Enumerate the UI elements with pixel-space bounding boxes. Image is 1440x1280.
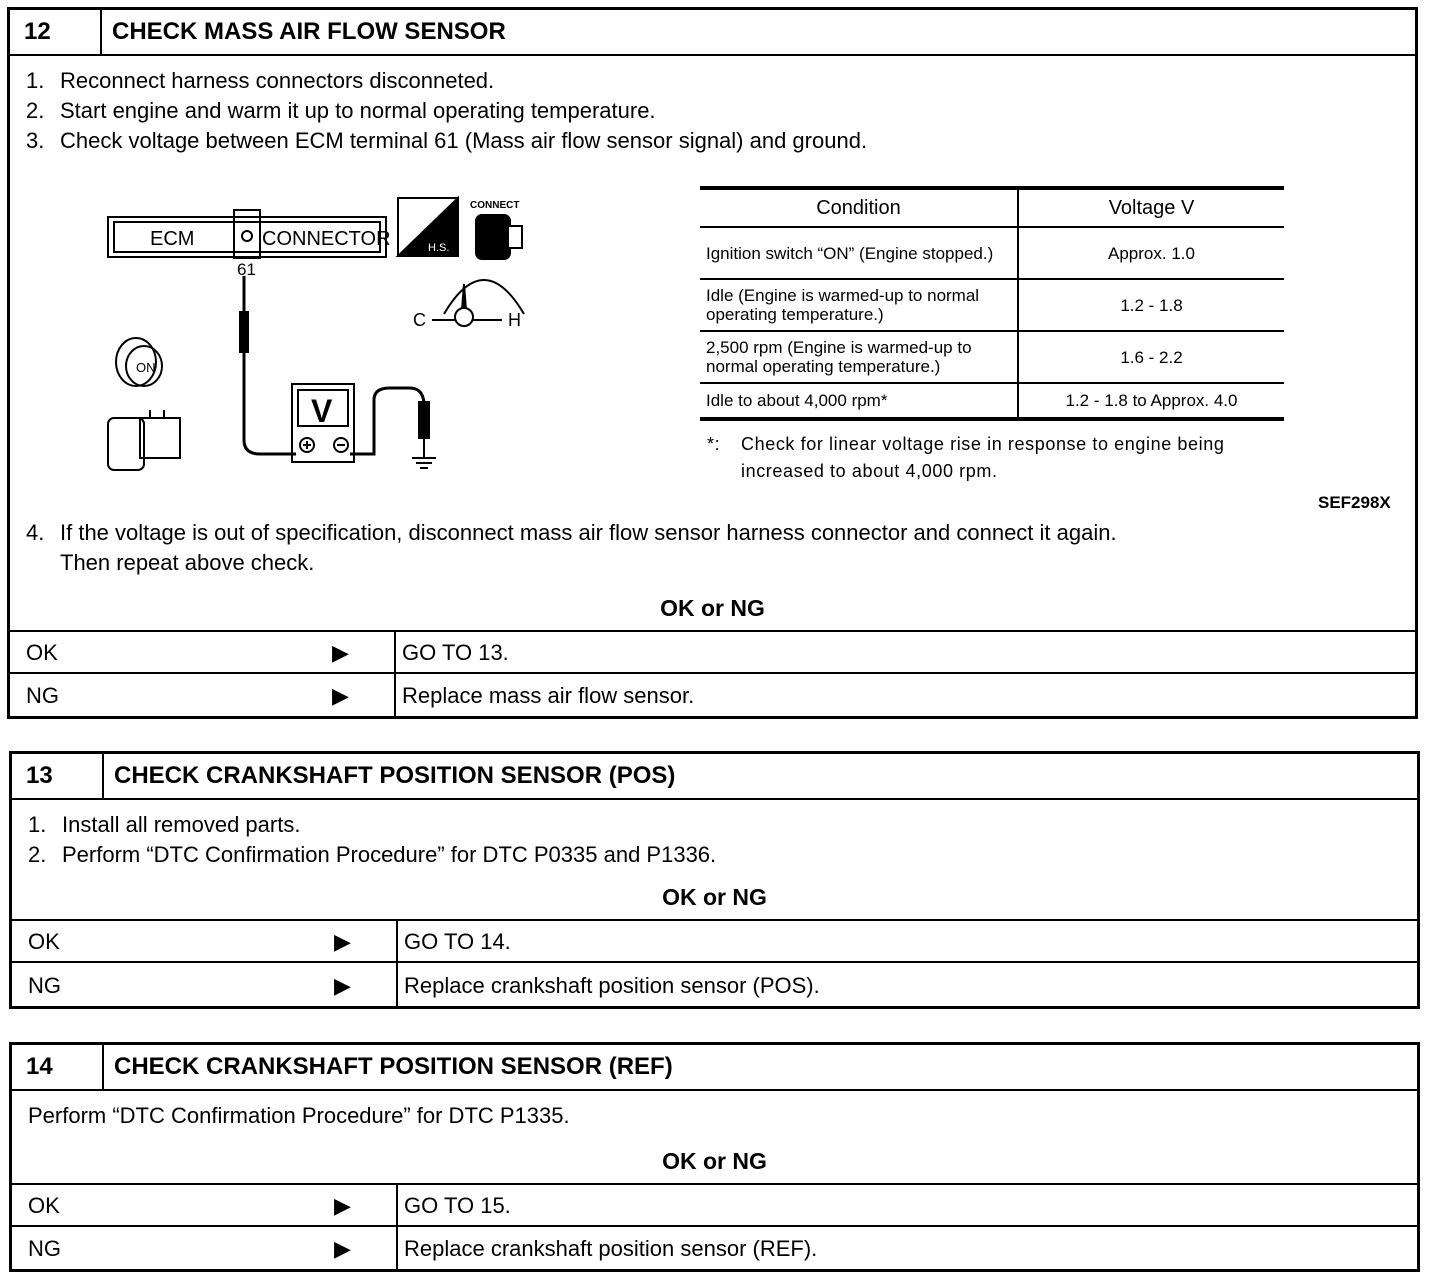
arrow-right-icon: ▶ bbox=[334, 1193, 351, 1218]
section-14 bbox=[9, 1042, 1420, 1272]
result-row-ng: NG ▶ Replace crankshaft position sensor (POS). bbox=[12, 961, 1417, 1008]
instruction-step: 1. Reconnect harness connectors disconneted. bbox=[26, 68, 495, 93]
section-header bbox=[12, 1045, 1417, 1091]
result-row-ng: NG ▶ Replace mass air flow sensor. bbox=[10, 672, 1415, 718]
arrow-right-icon: ▶ bbox=[332, 683, 349, 708]
step-title: CHECK CRANKSHAFT POSITION SENSOR (POS) bbox=[114, 762, 676, 789]
ecm-label: ECM bbox=[150, 228, 195, 250]
table-row: Idle (Engine is warmed-up to normal operating temperature.) 1.2 - 1.8 bbox=[700, 279, 1284, 331]
terminal-label: 61 bbox=[237, 260, 256, 279]
step-number: 12 bbox=[10, 10, 102, 54]
wiring-diagram bbox=[10, 10, 700, 500]
section-12 bbox=[7, 7, 1418, 719]
instruction-step: 2. Start engine and warm it up to normal operating temperature. bbox=[26, 98, 656, 123]
arrow-right-icon: ▶ bbox=[334, 972, 351, 998]
arrow-right-icon: ▶ bbox=[334, 1236, 351, 1261]
column-header: Voltage V bbox=[1018, 188, 1284, 227]
section-header bbox=[12, 754, 1417, 800]
step-number: 13 bbox=[12, 754, 104, 798]
result-row-ok: OK ▶ GO TO 14. bbox=[12, 919, 1417, 963]
table-row: Idle to about 4,000 rpm* 1.2 - 1.8 to Approx. 4.0 bbox=[700, 383, 1284, 419]
arrow-right-icon: ▶ bbox=[334, 929, 351, 954]
column-header: Condition bbox=[700, 188, 1018, 227]
instruction-step: 3. Check voltage between ECM terminal 61 (Mass air flow sensor signal) and ground. bbox=[26, 128, 868, 153]
table-footnote: *: Check for linear voltage rise in response to engine being increased to about 4,000 rpm. bbox=[707, 434, 1225, 481]
connect-label: CONNECT bbox=[470, 200, 520, 211]
ok-or-ng-label: OK or NG bbox=[662, 1148, 767, 1174]
ok-or-ng-label: OK or NG bbox=[662, 884, 767, 910]
ok-or-ng-label: OK or NG bbox=[660, 595, 765, 621]
result-row-ok: OK ▶ GO TO 15. bbox=[12, 1183, 1417, 1227]
connector-label: CONNECTOR bbox=[262, 228, 391, 250]
step-title: CHECK MASS AIR FLOW SENSOR bbox=[112, 18, 506, 45]
figure-id: SEF298X bbox=[1318, 493, 1391, 512]
instruction-step: Then repeat above check. bbox=[60, 550, 315, 575]
section-13 bbox=[9, 751, 1420, 1009]
table-row: Ignition switch “ON” (Engine stopped.) Approx. 1.0 bbox=[700, 227, 1284, 279]
hs-label: H.S. bbox=[428, 242, 450, 254]
instruction-step: Perform “DTC Confirmation Procedure” for DTC P1335. bbox=[28, 1103, 570, 1128]
voltage-spec-table bbox=[700, 186, 1284, 421]
result-row-ng: NG ▶ Replace crankshaft position sensor (REF). bbox=[12, 1225, 1417, 1271]
instruction-step: 1. Install all removed parts. bbox=[28, 812, 301, 837]
arrow-right-icon: ▶ bbox=[332, 640, 349, 665]
instruction-step: 2. Perform “DTC Confirmation Procedure” for DTC P0335 and P1336. bbox=[28, 842, 717, 867]
key-on-label: ON bbox=[136, 360, 156, 375]
voltmeter-label: V bbox=[311, 393, 333, 429]
instruction-step: 4. If the voltage is out of specification, disconnect mass air flow sensor harness connector and connect it again. bbox=[26, 520, 1117, 545]
step-number: 14 bbox=[12, 1045, 104, 1089]
table-row: 2,500 rpm (Engine is warmed-up to normal operating temperature.) 1.6 - 2.2 bbox=[700, 331, 1284, 383]
step-title: CHECK CRANKSHAFT POSITION SENSOR (REF) bbox=[114, 1053, 673, 1080]
result-row-ok: OK ▶ GO TO 13. bbox=[10, 630, 1415, 674]
gauge-hot-label: H bbox=[508, 310, 521, 330]
gauge-cold-label: C bbox=[413, 310, 426, 330]
